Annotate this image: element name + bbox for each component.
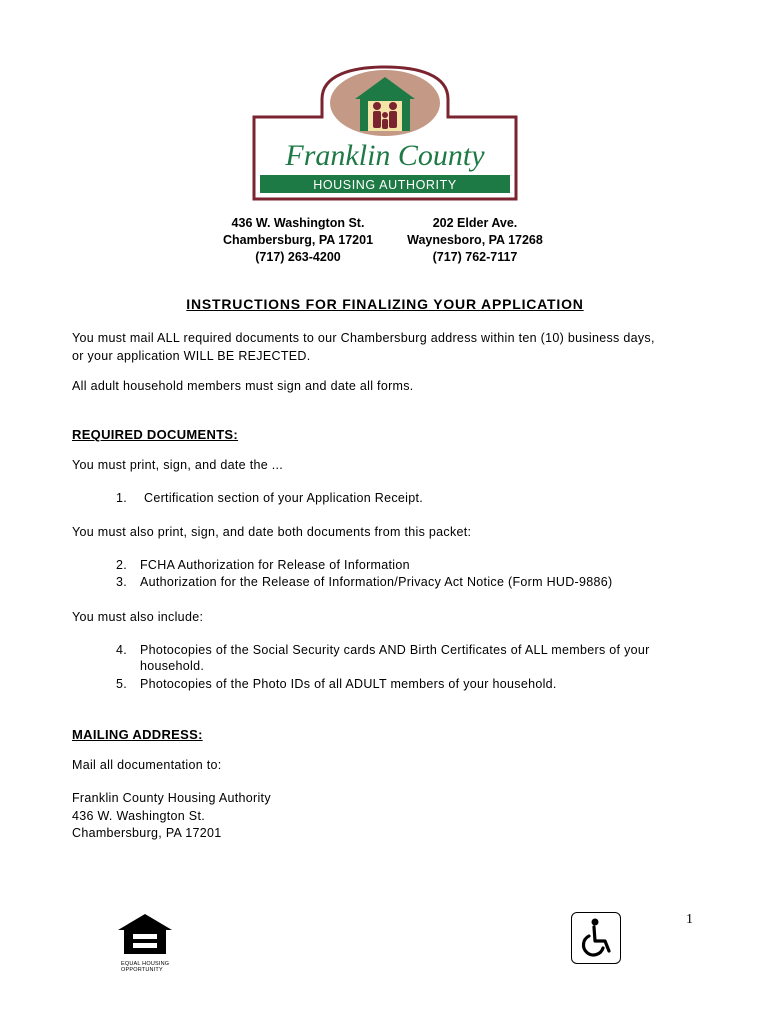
list-text: Certification section of your Application Receipt.	[144, 491, 424, 505]
mailing-address-heading: MAILING ADDRESS:	[72, 727, 203, 742]
list-number: 2.	[116, 558, 128, 572]
address-waynesboro	[395, 215, 555, 266]
address-chambersburg	[208, 215, 388, 266]
logo-subtitle: HOUSING AUTHORITY	[313, 178, 457, 192]
list-number: 4.	[116, 643, 128, 657]
list-item	[116, 574, 613, 591]
required-lead-1: You must print, sign, and date the ...	[72, 458, 284, 472]
equal-housing-icon	[116, 912, 174, 956]
intro-paragraph	[72, 330, 655, 365]
list-text: Photocopies of the Photo IDs of all ADULT members of your household.	[140, 677, 557, 691]
mailing-line-2: 436 W. Washington St.	[72, 808, 205, 823]
list-number: 3.	[116, 575, 128, 589]
address-phone: (717) 263-4200	[255, 250, 341, 264]
required-lead-2: You must also print, sign, and date both documents from this packet:	[72, 525, 472, 539]
address-street: 436 W. Washington St.	[231, 216, 365, 230]
address-city: Waynesboro, PA 17268	[407, 233, 543, 247]
list-text: FCHA Authorization for Release of Information	[140, 558, 410, 572]
intro-line-2: or your application WILL BE REJECTED.	[72, 348, 311, 363]
fcha-logo	[252, 65, 518, 201]
wheelchair-access-icon	[571, 912, 621, 964]
mailing-lead: Mail all documentation to:	[72, 758, 222, 772]
mailing-line-1: Franklin County Housing Authority	[72, 791, 271, 805]
required-documents-heading: REQUIRED DOCUMENTS:	[72, 427, 239, 442]
list-number: 1.	[116, 491, 128, 505]
address-city: Chambersburg, PA 17201	[222, 233, 374, 247]
list-text: Photocopies of the Social Security cards AND Birth Certificates of ALL members of your	[140, 643, 650, 657]
equal-housing-logo	[116, 912, 174, 973]
eho-text-2: OPPORTUNITY	[121, 967, 163, 973]
list-item	[116, 490, 423, 507]
list-item	[116, 676, 557, 693]
address-phone: (717) 762-7117	[432, 250, 518, 264]
list-item	[116, 642, 650, 659]
page-title: INSTRUCTIONS FOR FINALIZING YOUR APPLICATION	[186, 296, 584, 312]
list-item-continuation: household.	[140, 659, 205, 673]
required-lead-3: You must also include:	[72, 610, 204, 624]
intro-signature-note: All adult household members must sign and date all forms.	[72, 379, 414, 393]
intro-line-1: You must mail ALL required documents to our Chambersburg address within ten (10) business days,	[72, 331, 655, 345]
list-item	[116, 557, 410, 574]
list-number: 5.	[116, 677, 128, 691]
address-street: 202 Elder Ave.	[432, 216, 518, 230]
mailing-line-3: Chambersburg, PA 17201	[72, 826, 222, 840]
page-number: 1	[686, 912, 693, 927]
mailing-address-block	[72, 790, 271, 843]
eho-text-1: EQUAL HOUSING	[121, 961, 170, 967]
logo-title: Franklin County	[285, 139, 485, 172]
list-text: Authorization for the Release of Information/Privacy Act Notice (Form HUD-9886)	[140, 575, 613, 589]
